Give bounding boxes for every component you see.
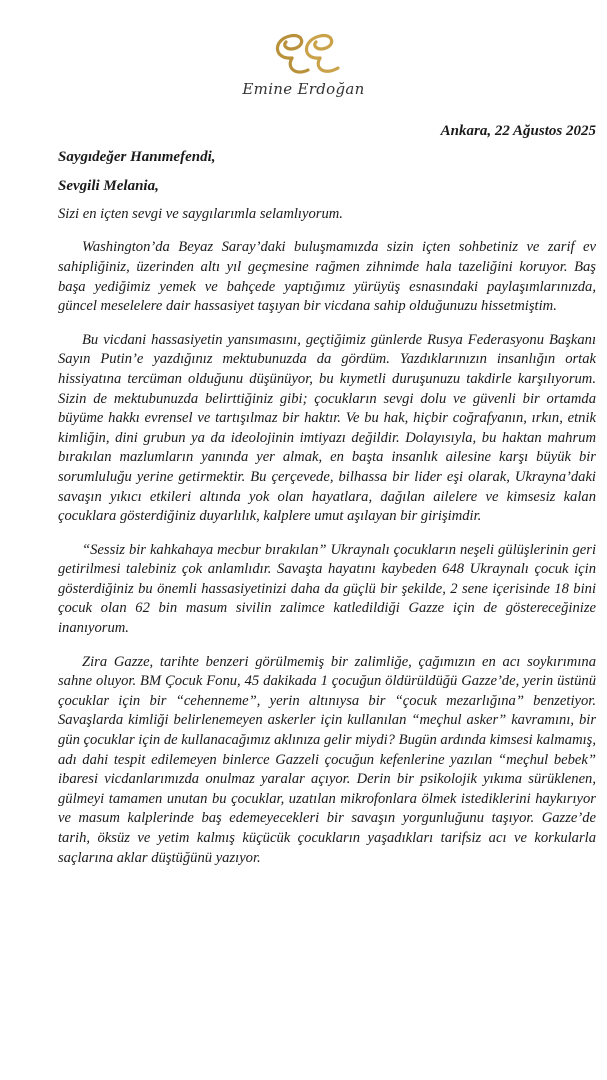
letterhead-name: Emine Erdoğan [242, 80, 365, 98]
paragraph-ukrainian-children: “Sessiz bir kahkahaya mecbur bırakılan” Ukraynalı çocukların neşeli gülüşlerinin geri getirilmesi talebiniz çok anlamlıdır. Savaşta hayatını kaybeden 648 Ukraynalı çocuk için gösterdiğiniz bu önemli hassasiyetinizi daha da güçlü bir şekilde, 2 sene içerisinde 18 bini çocuk olan 62 bin masum sivilin zalimce katledildiği Gazze için de göstereceğinize inanıyorum. [58, 541, 596, 637]
greeting-line: Sizi en içten sevgi ve saygılarımla selamlıyorum. [58, 205, 343, 222]
letter-body [58, 122, 596, 868]
date-line: Ankara, 22 Ağustos 2025 [440, 123, 596, 139]
salutation-formal: Saygıdeğer Hanımefendi, [58, 148, 216, 165]
ee-monogram-icon [262, 24, 348, 80]
paragraph-putin-letter: Bu vicdani hassasiyetin yansımasını, geçtiğimiz günlerde Rusya Federasyonu Başkanı Sayın Putin’e yazdığınız mektubunuzda da gördüm. Yazdıklarınızın insanlığın ortak hissiyatına tercüman olduğunu düşünüyor, bu kıymetli duruşunuzu takdirle karşılıyorum. Sizin de mektubunuzda belirttiğiniz gibi; çocukların sevgi dolu ve güvenli bir ortamda büyüme hakkı evrensel ve tartışılmaz bir haktır. Ve bu hak, hiçbir coğrafyanın, ırkın, etnik kimliğin, dini grubun ya da ideolojinin imtiyazı değildir. Dolayısıyla, bu haktan mahrum bırakılan mazlumların yanında yer almak, en başta insanlık ailesine karşı büyük bir sorumluluğu yerine getirmektir. Bu çerçevede, bilhassa bir lider eşi olarak, Ukrayna’daki savaşın yıkıcı etkileri altında yok olan hayatlara, dağılan ailelere ve kimsesiz kalan çocuklara gösterdiğiniz duyarlılık, kalplere umut aşılayan bir girişimdir. [58, 331, 596, 525]
salutation-personal: Sevgili Melania, [58, 178, 159, 195]
paragraph-meeting-memory: Washington’da Beyaz Saray’daki buluşmamızda sizin içten sohbetiniz ve zarif ev sahipliğiniz, üzerinden altı yıl geçmesine rağmen zihnimde hala tazeliğini koruyor. Baş başa yediğimiz yemek ve bahçede yaptığımız yürüyüş esnasındaki paylaşımlarınızda, güncel meselelere dair hassasiyet taşıyan bir vicdana sahip olduğunuzu hissetmiştim. [58, 239, 596, 315]
paragraph-gaza: Zira Gazze, tarihte benzeri görülmemiş bir zalimliğe, çağımızın en acı soykırımına sahne oluyor. BM Çocuk Fonu, 45 dakikada 1 çocuğun öldürüldüğü Gazze’de, yerin üstünü çocuklar için bir “cehenneme”, yerin altınıysa bir “çocuk mezarlığına” benzetiyor. Savaşlarda kimliği belirlenemeyen askerler için kullanılan “meçhul asker” kavramını, bir gün çocuklar için de kullanacağımız aklınıza gelir miydi? Bugün ardında kimsesi kalmamış, adı dahi tespit edilemeyen binlerce Gazzeli çocuğun kefenlerine yazılan “meçhul bebek” ibaresi vicdanlarımızda onulmaz yaralar açıyor. Derin bir psikolojik yıkıma sürüklenen, gülmeyi tamamen unutan bu çocuklar, uzatılan mikrofonlara ölmek istediklerini haykırıyor ve masum kalplerinde baş edemeyecekleri bir savaşın yorgunluğunu taşıyor. Gazze’de tarih, öksüz ve yetim kalmış küçücük çocukların yaşadıkları tarifsiz acı ve korkularla saçlarına aklar düştüğünü yazıyor. [58, 653, 596, 866]
letterhead [0, 18, 607, 108]
